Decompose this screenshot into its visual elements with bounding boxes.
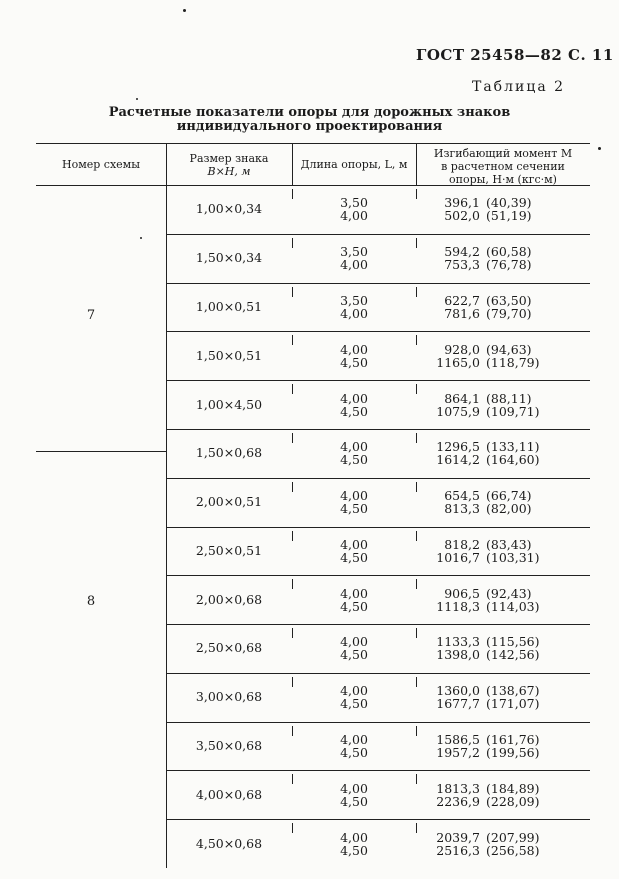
support-length-value: 4,00 bbox=[340, 634, 368, 650]
scan-speck bbox=[598, 147, 601, 150]
column-tick bbox=[292, 628, 293, 638]
support-length-value: 4,50 bbox=[340, 793, 368, 809]
sign-size-cell: 1,00×0,34 bbox=[195, 201, 263, 217]
moment-nm-value: 622,7 bbox=[444, 292, 480, 308]
column-tick bbox=[416, 189, 417, 199]
support-length-cell bbox=[292, 587, 416, 613]
moment-nm-value: 2039,7 bbox=[436, 829, 480, 845]
row-divider bbox=[166, 331, 590, 332]
moment-kgfm-value: (40,39) bbox=[486, 195, 532, 211]
column-tick bbox=[292, 238, 293, 248]
support-length-value: 3,50 bbox=[340, 195, 368, 211]
column-tick bbox=[416, 823, 417, 833]
bending-moment-cell bbox=[418, 733, 588, 759]
moment-kgfm-value: (161,76) bbox=[486, 732, 540, 748]
support-length-value: 4,00 bbox=[340, 536, 368, 552]
column-tick bbox=[416, 384, 417, 394]
support-length-value: 4,00 bbox=[340, 341, 368, 357]
moment-kgfm-value: (76,78) bbox=[486, 257, 532, 273]
column-tick bbox=[416, 238, 417, 248]
moment-nm-value: 1360,0 bbox=[436, 683, 480, 699]
sign-size-cell: 2,50×0,68 bbox=[195, 640, 263, 656]
moment-nm-value: 1165,0 bbox=[436, 354, 480, 370]
moment-kgfm-value: (115,56) bbox=[486, 634, 540, 650]
column-tick bbox=[416, 726, 417, 736]
moment-nm-value: 1296,5 bbox=[436, 439, 480, 455]
support-length-value: 4,00 bbox=[340, 488, 368, 504]
bending-moment-cell bbox=[418, 196, 588, 222]
scan-speck bbox=[140, 237, 142, 239]
moment-nm-value: 1016,7 bbox=[436, 549, 480, 565]
column-tick bbox=[292, 482, 293, 492]
column-tick bbox=[416, 677, 417, 687]
table-title-line1: Расчетные показатели опоры для дорожных знаков bbox=[108, 105, 511, 120]
support-length-value: 4,00 bbox=[340, 439, 368, 455]
moment-nm-value: 928,0 bbox=[444, 341, 480, 357]
bending-moment-cell bbox=[418, 684, 588, 710]
support-length-cell bbox=[292, 831, 416, 857]
moment-kgfm-value: (92,43) bbox=[486, 585, 532, 601]
header-size-line2: B×H, м bbox=[207, 165, 251, 178]
sign-size-cell: 2,00×0,68 bbox=[195, 591, 263, 607]
column-tick bbox=[292, 335, 293, 345]
moment-kgfm-value: (79,70) bbox=[486, 305, 532, 321]
column-tick bbox=[292, 433, 293, 443]
row-divider bbox=[166, 722, 590, 723]
moment-nm-value: 594,2 bbox=[444, 244, 480, 260]
moment-kgfm-value: (82,00) bbox=[486, 501, 532, 517]
support-length-cell bbox=[292, 440, 416, 466]
sign-size-cell: 1,50×0,34 bbox=[195, 250, 263, 266]
row-divider bbox=[166, 770, 590, 771]
bending-moment-line bbox=[418, 453, 588, 466]
table-number: Таблица 2 bbox=[472, 79, 566, 95]
support-length-value: 4,00 bbox=[340, 683, 368, 699]
scan-speck bbox=[183, 9, 186, 12]
header-length: Длина опоры, L, м bbox=[300, 158, 408, 171]
bending-moment-line bbox=[418, 392, 588, 405]
moment-nm-value: 818,2 bbox=[444, 536, 480, 552]
moment-kgfm-value: (103,31) bbox=[486, 549, 540, 565]
scheme-number: 7 bbox=[86, 308, 96, 323]
support-length-cell bbox=[292, 538, 416, 564]
row-divider bbox=[166, 380, 590, 381]
bending-moment-line bbox=[418, 782, 588, 795]
support-length-value: 4,00 bbox=[340, 780, 368, 796]
bending-moment-line bbox=[418, 258, 588, 271]
sign-size-cell: 1,00×4,50 bbox=[195, 396, 263, 412]
moment-nm-value: 1957,2 bbox=[436, 745, 480, 761]
moment-kgfm-value: (256,58) bbox=[486, 842, 540, 858]
support-length-cell bbox=[292, 684, 416, 710]
scheme-number: 8 bbox=[86, 594, 96, 609]
column-tick bbox=[416, 433, 417, 443]
row-divider bbox=[166, 478, 590, 479]
sign-size-cell: 3,00×0,68 bbox=[195, 689, 263, 705]
bending-moment-line bbox=[418, 600, 588, 613]
support-length-cell bbox=[292, 343, 416, 369]
support-length-value: 4,50 bbox=[340, 549, 368, 565]
column-tick bbox=[416, 774, 417, 784]
moment-nm-value: 906,5 bbox=[444, 585, 480, 601]
bending-moment-line bbox=[418, 795, 588, 808]
moment-nm-value: 1133,3 bbox=[436, 634, 480, 650]
support-length-value: 4,00 bbox=[340, 732, 368, 748]
column-tick bbox=[416, 482, 417, 492]
moment-kgfm-value: (51,19) bbox=[486, 208, 532, 224]
row-divider bbox=[166, 624, 590, 625]
header-moment-line1: Изгибающий момент M bbox=[433, 147, 573, 160]
bending-moment-line bbox=[418, 502, 588, 515]
column-tick bbox=[292, 384, 293, 394]
moment-kgfm-value: (94,63) bbox=[486, 341, 532, 357]
moment-kgfm-value: (184,89) bbox=[486, 780, 540, 796]
bending-moment-cell bbox=[418, 587, 588, 613]
column-tick bbox=[292, 823, 293, 833]
moment-nm-value: 753,3 bbox=[444, 257, 480, 273]
column-tick bbox=[416, 628, 417, 638]
bending-moment-line bbox=[418, 538, 588, 551]
moment-kgfm-value: (228,09) bbox=[486, 793, 540, 809]
moment-nm-value: 1614,2 bbox=[436, 452, 480, 468]
moment-kgfm-value: (138,67) bbox=[486, 683, 540, 699]
bending-moment-line bbox=[418, 343, 588, 356]
column-tick bbox=[416, 287, 417, 297]
moment-nm-value: 654,5 bbox=[444, 488, 480, 504]
column-tick bbox=[292, 774, 293, 784]
bending-moment-line bbox=[418, 697, 588, 710]
column-tick bbox=[292, 189, 293, 199]
moment-kgfm-value: (83,43) bbox=[486, 536, 532, 552]
moment-nm-value: 1813,3 bbox=[436, 780, 480, 796]
support-length-value: 3,50 bbox=[340, 292, 368, 308]
moment-nm-value: 1586,5 bbox=[436, 732, 480, 748]
support-length-cell bbox=[292, 392, 416, 418]
header-moment-line2: в расчетном сечении bbox=[441, 160, 565, 173]
moment-nm-value: 1075,9 bbox=[436, 403, 480, 419]
sign-size-cell: 4,00×0,68 bbox=[195, 786, 263, 802]
support-length-value: 4,50 bbox=[340, 842, 368, 858]
bending-moment-line bbox=[418, 294, 588, 307]
sign-size-cell: 2,50×0,51 bbox=[195, 542, 263, 558]
bending-moment-line bbox=[418, 405, 588, 418]
row-divider bbox=[166, 429, 590, 430]
bending-moment-cell bbox=[418, 392, 588, 418]
support-length-value: 3,50 bbox=[340, 244, 368, 260]
support-length-value: 4,00 bbox=[340, 208, 368, 224]
support-length-cell bbox=[292, 294, 416, 320]
support-length-value: 4,00 bbox=[340, 585, 368, 601]
bending-moment-line bbox=[418, 307, 588, 320]
header-size bbox=[166, 152, 292, 178]
sign-size-cell: 3,50×0,68 bbox=[195, 738, 263, 754]
column-tick bbox=[416, 335, 417, 345]
header-size-line1: Размер знака bbox=[189, 152, 269, 165]
moment-nm-value: 1677,7 bbox=[436, 696, 480, 712]
row-divider bbox=[166, 575, 590, 576]
bending-moment-cell bbox=[418, 538, 588, 564]
sign-size-cell: 2,00×0,51 bbox=[195, 494, 263, 510]
header-moment bbox=[416, 147, 590, 186]
moment-kgfm-value: (66,74) bbox=[486, 488, 532, 504]
support-length-cell bbox=[292, 245, 416, 271]
moment-kgfm-value: (199,56) bbox=[486, 745, 540, 761]
bending-moment-cell bbox=[418, 831, 588, 857]
row-divider bbox=[166, 234, 590, 235]
moment-nm-value: 813,3 bbox=[444, 501, 480, 517]
scan-speck bbox=[136, 98, 138, 100]
bending-moment-line bbox=[418, 648, 588, 661]
moment-kgfm-value: (207,99) bbox=[486, 829, 540, 845]
moment-kgfm-value: (63,50) bbox=[486, 292, 532, 308]
bending-moment-line bbox=[418, 209, 588, 222]
bending-moment-line bbox=[418, 746, 588, 759]
bending-moment-cell bbox=[418, 343, 588, 369]
moment-nm-value: 502,0 bbox=[444, 208, 480, 224]
header-scheme: Номер схемы bbox=[61, 158, 140, 171]
bending-moment-line bbox=[418, 551, 588, 564]
moment-nm-value: 2516,3 bbox=[436, 842, 480, 858]
support-length-value: 4,50 bbox=[340, 745, 368, 761]
moment-nm-value: 1398,0 bbox=[436, 647, 480, 663]
moment-kgfm-value: (114,03) bbox=[486, 598, 540, 614]
moment-kgfm-value: (142,56) bbox=[486, 647, 540, 663]
table-top-rule bbox=[36, 143, 590, 144]
moment-nm-value: 2236,9 bbox=[436, 793, 480, 809]
bending-moment-line bbox=[418, 587, 588, 600]
column-tick bbox=[292, 677, 293, 687]
bending-moment-line bbox=[418, 844, 588, 857]
support-length-value: 4,00 bbox=[340, 305, 368, 321]
table-title-line2: индивидуального проектирования bbox=[176, 119, 443, 134]
moment-kgfm-value: (164,60) bbox=[486, 452, 540, 468]
support-length-value: 4,50 bbox=[340, 501, 368, 517]
moment-nm-value: 781,6 bbox=[444, 305, 480, 321]
support-length-value: 4,00 bbox=[340, 829, 368, 845]
bending-moment-line bbox=[418, 356, 588, 369]
row-divider bbox=[166, 673, 590, 674]
bending-moment-cell bbox=[418, 440, 588, 466]
scheme-group-divider bbox=[36, 451, 166, 452]
moment-nm-value: 396,1 bbox=[444, 195, 480, 211]
support-length-value: 4,50 bbox=[340, 452, 368, 468]
support-length-cell bbox=[292, 196, 416, 222]
column-tick bbox=[292, 531, 293, 541]
sign-size-cell: 1,50×0,51 bbox=[195, 347, 263, 363]
bending-moment-cell bbox=[418, 635, 588, 661]
sign-size-cell: 1,50×0,68 bbox=[195, 445, 263, 461]
support-length-value: 4,50 bbox=[340, 403, 368, 419]
moment-kgfm-value: (171,07) bbox=[486, 696, 540, 712]
bending-moment-cell bbox=[418, 489, 588, 515]
bending-moment-line bbox=[418, 831, 588, 844]
column-tick bbox=[292, 287, 293, 297]
bending-moment-cell bbox=[418, 245, 588, 271]
row-divider bbox=[166, 527, 590, 528]
page-header: ГОСТ 25458—82 С. 11 bbox=[416, 46, 614, 64]
moment-nm-value: 864,1 bbox=[444, 390, 480, 406]
sign-size-cell: 1,00×0,51 bbox=[195, 298, 263, 314]
support-length-value: 4,50 bbox=[340, 696, 368, 712]
support-length-cell bbox=[292, 733, 416, 759]
row-divider bbox=[166, 283, 590, 284]
sign-size-cell: 4,50×0,68 bbox=[195, 835, 263, 851]
column-tick bbox=[416, 579, 417, 589]
row-divider bbox=[166, 819, 590, 820]
bending-moment-cell bbox=[418, 782, 588, 808]
support-length-value: 4,50 bbox=[340, 647, 368, 663]
moment-kgfm-value: (133,11) bbox=[486, 439, 540, 455]
support-length-value: 4,50 bbox=[340, 598, 368, 614]
support-length-value: 4,00 bbox=[340, 257, 368, 273]
support-length-value: 4,00 bbox=[340, 390, 368, 406]
column-tick bbox=[416, 531, 417, 541]
support-length-cell bbox=[292, 635, 416, 661]
bending-moment-cell bbox=[418, 294, 588, 320]
moment-kgfm-value: (118,79) bbox=[486, 354, 540, 370]
moment-nm-value: 1118,3 bbox=[436, 598, 480, 614]
support-length-cell bbox=[292, 489, 416, 515]
header-moment-line3: опоры, Н·м (кгс·м) bbox=[449, 173, 557, 186]
moment-kgfm-value: (88,11) bbox=[486, 390, 532, 406]
moment-kgfm-value: (60,58) bbox=[486, 244, 532, 260]
moment-kgfm-value: (109,71) bbox=[486, 403, 540, 419]
support-length-value: 4,50 bbox=[340, 354, 368, 370]
support-length-cell bbox=[292, 782, 416, 808]
column-tick bbox=[292, 726, 293, 736]
column-tick bbox=[292, 579, 293, 589]
